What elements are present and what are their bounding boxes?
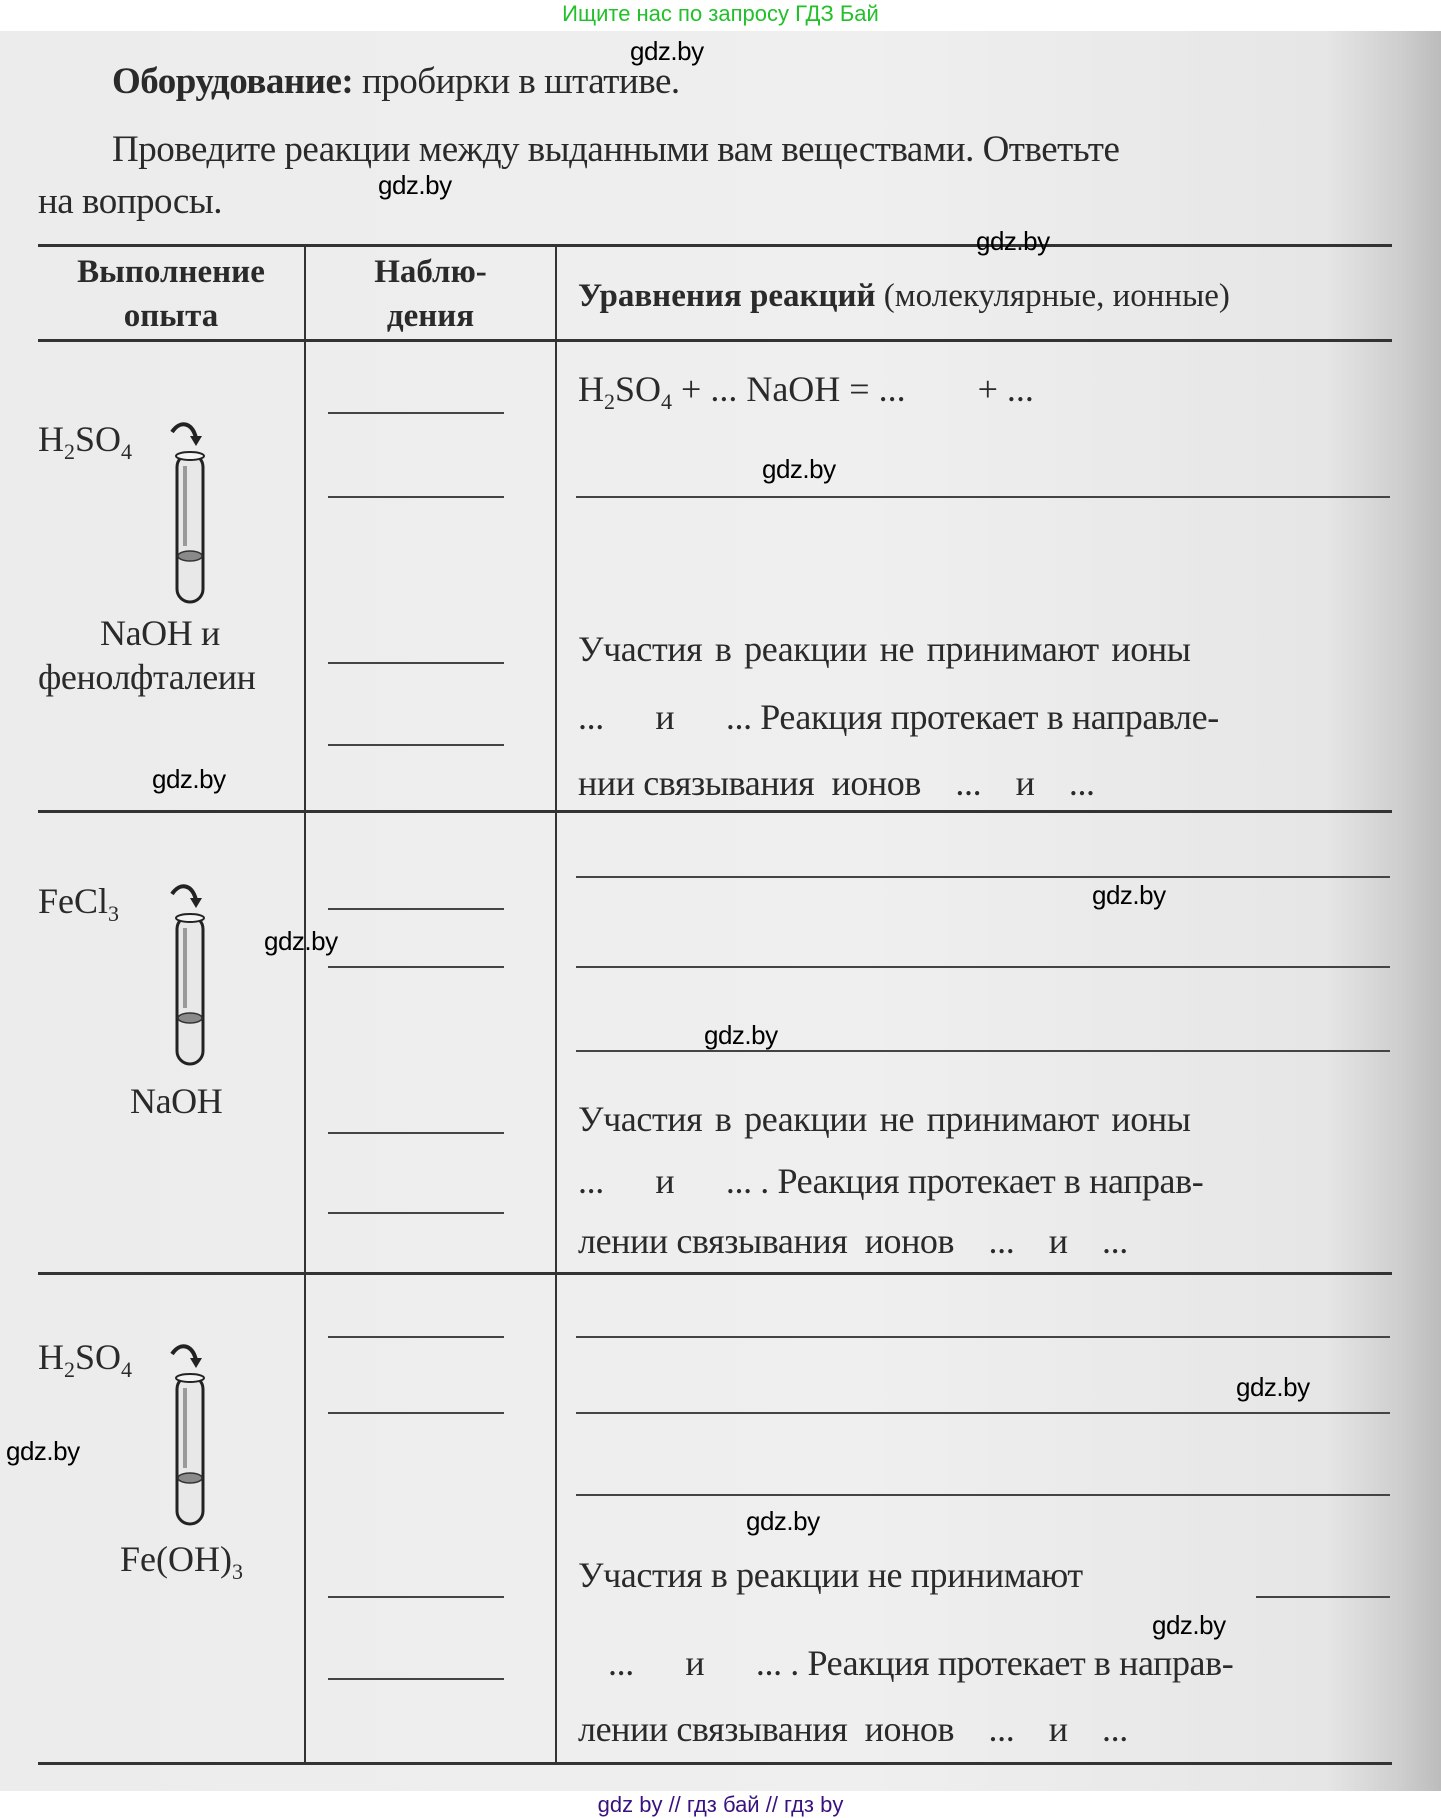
equipment-line (112, 60, 680, 103)
row-1-observation-blank[interactable] (328, 662, 504, 664)
column-divider-2 (555, 244, 557, 1764)
row-2-observation-blank[interactable] (328, 1212, 504, 1214)
watermark: gdz.by (1236, 1372, 1310, 1402)
table-header-border (38, 339, 1392, 342)
header-equations: Уравнения реакций (молекулярные, ионные) (578, 278, 1230, 314)
watermark: gdz.by (378, 170, 452, 200)
row-1-equation-blank[interactable] (576, 496, 1390, 498)
row-2-reagent-added: FeCl$_3$ (38, 881, 120, 926)
row-3-explanation-line-1: Участия в реакции не принимают (578, 1555, 1083, 1595)
watermark: gdz.by (6, 1436, 80, 1466)
row-3-explanation-line-2: ... и ... . Реакция протекает в направ- (608, 1643, 1234, 1683)
equipment-label: Оборудование: (112, 61, 354, 102)
row-3-observation-blank[interactable] (328, 1596, 504, 1598)
row-2-observation-blank[interactable] (328, 908, 504, 910)
watermark: gdz.by (152, 764, 226, 794)
column-divider-1 (304, 244, 306, 1764)
test-tube-icon (150, 880, 220, 1070)
row-2-reagent-base: NaOH (130, 1081, 223, 1121)
watermark: gdz.by (704, 1020, 778, 1050)
row-3-reagent-added: $H_2SO_4$ (38, 1337, 133, 1382)
row-1-border (38, 810, 1392, 813)
row-1-reagent-added: $H_2SO_4$ (38, 419, 133, 464)
row-3-border (38, 1762, 1392, 1765)
row-1-explanation-line-3: нии связывания ионов ... и ... (578, 763, 1095, 803)
top-banner[interactable]: Ищите нас по запросу ГДЗ Бай (0, 0, 1441, 30)
row-2-equation-blank[interactable] (576, 1050, 1390, 1052)
row-2-explanation-line-2: ... и ... . Реакция протекает в направ- (578, 1161, 1204, 1201)
row-2-observation-blank[interactable] (328, 1132, 504, 1134)
row-3-equation-blank[interactable] (576, 1336, 1390, 1338)
row-1-explanation-line-2: ... и ... Реакция протекает в направле- (578, 697, 1219, 737)
row-3-equation-blank[interactable] (576, 1494, 1390, 1496)
row-3-equation-blank[interactable] (576, 1412, 1390, 1414)
row-3-ion-blank[interactable] (1256, 1596, 1390, 1598)
watermark: gdz.by (746, 1506, 820, 1536)
watermark: gdz.by (762, 454, 836, 484)
row-3-observation-blank[interactable] (328, 1412, 504, 1414)
header-observations: Наблю- дения (374, 254, 487, 334)
watermark: gdz.by (1092, 880, 1166, 910)
row-3-observation-blank[interactable] (328, 1336, 504, 1338)
row-2-explanation-line-1: Участия в реакции не принимают ионы (578, 1099, 1191, 1139)
row-3-observation-blank[interactable] (328, 1678, 504, 1680)
row-2-explanation-line-3: лении связывания ионов ... и ... (578, 1221, 1128, 1261)
row-3-reagent-base: $Fe(OH)_3$ (120, 1539, 243, 1584)
bottom-banner[interactable]: gdz by // гдз бай // гдз by (0, 1791, 1441, 1818)
row-1-observation-blank[interactable] (328, 744, 504, 746)
row-3-explanation-line-3: лении связывания ионов ... и ... (578, 1709, 1128, 1749)
row-2-border (38, 1272, 1392, 1275)
watermark: gdz.by (630, 36, 704, 66)
test-tube-icon (150, 418, 220, 608)
watermark: gdz.by (1152, 1610, 1226, 1640)
row-1-observation-blank[interactable] (328, 412, 504, 414)
equipment-text: пробирки в штативе. (353, 61, 680, 102)
table-top-border (38, 244, 1392, 247)
test-tube-icon (150, 1340, 220, 1530)
row-2-equation-blank[interactable] (576, 876, 1390, 878)
instruction-line-2: на вопросы. (38, 181, 222, 222)
row-1-equation: $H_2SO_4$ + ... NaOH = ... + ... (578, 369, 1034, 414)
row-1-reagent-base-1: NaOH и (100, 613, 220, 653)
row-1-explanation-line-1: Участия в реакции не принимают ионы (578, 629, 1191, 669)
watermark: gdz.by (976, 226, 1050, 256)
watermark: gdz.by (264, 926, 338, 956)
row-1-reagent-base-2: фенолфталеин (38, 657, 256, 697)
row-1-observation-blank[interactable] (328, 496, 504, 498)
instruction-line-1: Проведите реакции между выданными вам веществами. Ответьте (112, 129, 1120, 170)
row-2-equation-blank[interactable] (576, 966, 1390, 968)
header-procedure: Выполнение опыта (77, 254, 265, 334)
row-2-observation-blank[interactable] (328, 966, 504, 968)
